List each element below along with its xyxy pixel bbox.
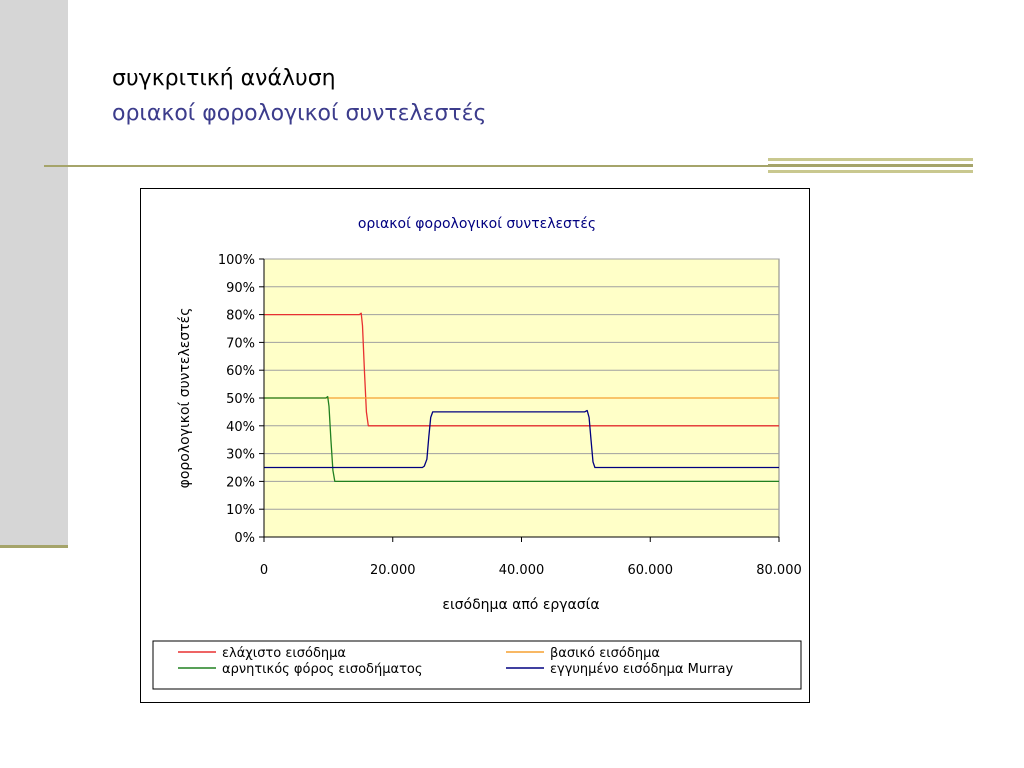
legend-label: αρνητικός φόρος εισοδήματος	[222, 662, 423, 677]
chart-title: οριακοί φορολογικοί συντελεστές	[357, 216, 597, 232]
x-tick-label: 40.000	[498, 563, 545, 578]
y-axis-label: φορολογικοί συντελεστές	[177, 307, 193, 489]
legend-label: ελάχιστο εισόδημα	[222, 646, 347, 661]
y-tick-label: 80%	[226, 308, 255, 324]
left-decor-underline	[0, 545, 68, 548]
tax-rate-chart	[141, 189, 809, 702]
header-divider	[44, 165, 770, 167]
slide-title: συγκριτική ανάλυση	[112, 66, 336, 91]
header-divider-block	[768, 158, 973, 178]
x-tick-label: 0	[259, 563, 269, 578]
y-tick-label: 0%	[234, 531, 255, 546]
x-tick-label: 60.000	[627, 563, 673, 578]
y-tick-label: 90%	[226, 280, 255, 296]
x-tick-label: 80.000	[756, 563, 802, 578]
y-tick-label: 30%	[226, 447, 255, 463]
slide-subtitle: οριακοί φορολογικοί συντελεστές	[112, 101, 487, 126]
y-tick-label: 70%	[226, 336, 255, 352]
y-tick-label: 40%	[226, 419, 255, 435]
x-tick-label: 20.000	[370, 563, 416, 578]
chart-frame	[140, 188, 810, 703]
y-tick-label: 20%	[226, 475, 255, 491]
left-decor-bar	[0, 0, 68, 545]
x-axis-label: εισόδημα από εργασία	[442, 597, 600, 613]
y-tick-label: 100%	[217, 253, 255, 268]
legend-label: εγγυημένο εισόδημα Murray	[550, 662, 734, 677]
x-axis-ticks	[260, 537, 802, 578]
y-tick-label: 10%	[226, 503, 255, 519]
y-axis-ticks	[218, 253, 264, 546]
y-tick-label: 50%	[226, 392, 255, 407]
y-tick-label: 60%	[226, 364, 255, 380]
legend-label: βασικό εισόδημα	[550, 646, 660, 661]
